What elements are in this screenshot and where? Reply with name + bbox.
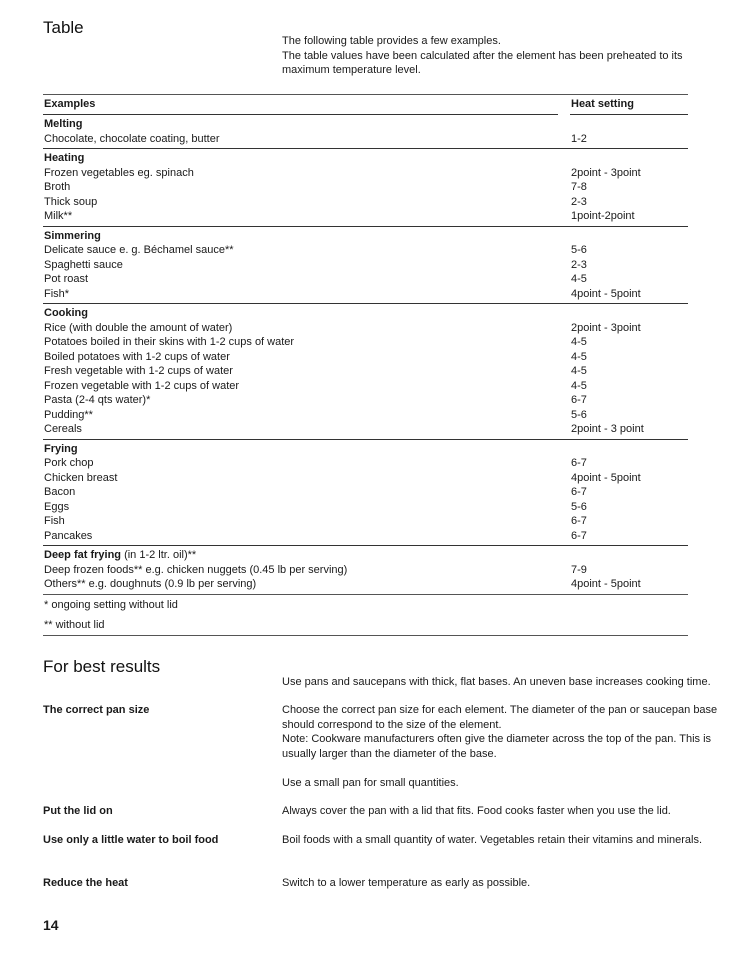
example-cell: Delicate sauce e. g. Béchamel sauce** <box>44 244 234 256</box>
tip-text <box>282 703 722 790</box>
heat-cell: 1point-2point <box>571 210 635 222</box>
example-cell: Fish* <box>44 287 70 300</box>
heat-cell: 7-8 <box>571 181 587 193</box>
example-cell: Boiled potatoes with 1-2 cups of water <box>44 350 230 363</box>
tip-paragraph: Switch to a lower temperature as early as possible. <box>282 877 531 889</box>
table-row <box>43 335 688 350</box>
group-title <box>43 229 688 244</box>
tip-label: Use only a little water to boil food <box>43 834 219 846</box>
group-title <box>43 117 688 132</box>
heat-cell: 6-7 <box>571 486 587 498</box>
table-row <box>43 166 688 181</box>
table-row <box>43 132 688 147</box>
group-title-text: Cooking <box>44 307 88 319</box>
heat-cell: 2-3 <box>571 258 587 271</box>
group-title <box>43 442 688 457</box>
group-title-note: (in 1-2 ltr. oil)** <box>121 549 197 561</box>
table-row <box>43 577 688 592</box>
table-row <box>43 258 688 273</box>
example-cell: Fish <box>44 515 65 527</box>
heat-cell: 2point - 3 point <box>571 423 644 435</box>
table-row <box>43 287 688 302</box>
table-row <box>43 529 688 544</box>
tip-paragraph: Always cover the pan with a lid that fits. Food cooks faster when you use the lid. <box>282 805 671 817</box>
example-cell: Others** e.g. doughnuts (0.9 lb per serving) <box>44 578 257 590</box>
group-title-text: Simmering <box>44 229 101 242</box>
table-row <box>43 180 688 195</box>
table-row <box>43 408 688 423</box>
table-intro <box>282 34 718 78</box>
table-row <box>43 243 688 258</box>
heat-cell: 2point - 3point <box>571 166 641 179</box>
example-cell: Pork chop <box>44 457 94 469</box>
tip-paragraph: Choose the correct pan size for each element. The diameter of the pan or saucepan base should correspond to the size of the element. <box>282 704 718 731</box>
group-title-text: Deep fat frying <box>44 549 122 561</box>
heat-cell: 4-5 <box>571 365 587 377</box>
table-intro-line-1: The following table provides a few examples. <box>282 35 501 47</box>
heat-cell: 6-7 <box>571 457 587 469</box>
footnote-double-asterisk: ** without lid <box>43 615 688 636</box>
tip-paragraph: Boil foods with a small quantity of water. Vegetables retain their vitamins and minerals. <box>282 834 703 846</box>
group-title <box>43 306 688 321</box>
table-group-frying <box>43 440 688 547</box>
example-cell: Bacon <box>44 486 76 498</box>
heat-cell: 6-7 <box>571 515 587 527</box>
example-cell: Milk** <box>44 210 73 222</box>
example-cell: Pancakes <box>44 529 93 542</box>
table-row <box>43 422 688 437</box>
example-cell: Frozen vegetable with 1-2 cups of water <box>44 379 240 392</box>
table-row <box>43 471 688 486</box>
heat-cell: 4-5 <box>571 350 587 363</box>
table-group-simmering <box>43 227 688 305</box>
heat-setting-column-header: Heat setting <box>571 98 634 110</box>
table-intro-line-2: The table values have been calculated after the element has been preheated to its maximum temperature level. <box>282 49 683 76</box>
example-cell: Eggs <box>44 500 70 513</box>
group-title-text: Heating <box>44 152 85 164</box>
heat-cell: 6-7 <box>571 529 587 542</box>
heat-cell: 4-5 <box>571 336 587 348</box>
example-cell: Deep frozen foods** e.g. chicken nuggets (0.45 lb per serving) <box>44 563 348 576</box>
example-cell: Potatoes boiled in their skins with 1-2 cups of water <box>44 336 295 348</box>
group-title <box>43 151 688 166</box>
table-row <box>43 364 688 379</box>
example-cell: Fresh vegetable with 1-2 cups of water <box>44 365 233 377</box>
table-row <box>43 379 688 394</box>
examples-column-header: Examples <box>44 98 96 110</box>
heat-cell: 2point - 3point <box>571 321 641 334</box>
table-row <box>43 485 688 500</box>
tip-label: The correct pan size <box>43 704 150 716</box>
table-row <box>43 514 688 529</box>
heat-cell: 4point - 5point <box>571 287 641 300</box>
heat-cell: 5-6 <box>571 500 587 513</box>
example-cell: Chocolate, chocolate coating, butter <box>44 132 220 145</box>
table-group-melting <box>43 115 688 149</box>
tip-label: Reduce the heat <box>43 877 128 889</box>
best-results-intro: Use pans and saucepans with thick, flat bases. An uneven base increases cooking time. <box>282 676 711 688</box>
example-cell: Broth <box>44 181 71 193</box>
page-number: 14 <box>43 917 59 933</box>
group-title <box>43 548 688 563</box>
tip-text <box>282 876 722 891</box>
table-groups <box>43 115 688 636</box>
tip-text <box>282 804 722 819</box>
table-footnotes <box>43 595 688 636</box>
tip-text <box>282 833 722 848</box>
tip-paragraph: Use a small pan for small quantities. <box>282 776 459 789</box>
heat-cell: 4-5 <box>571 273 587 285</box>
table-row <box>43 350 688 365</box>
table-row <box>43 195 688 210</box>
heat-cell: 2-3 <box>571 195 587 208</box>
tip-label: Put the lid on <box>43 805 113 817</box>
example-cell: Frozen vegetables eg. spinach <box>44 166 194 179</box>
heat-cell: 4point - 5point <box>571 471 641 484</box>
heat-cell: 5-6 <box>571 408 587 421</box>
example-cell: Rice (with double the amount of water) <box>44 321 233 334</box>
table-row <box>43 563 688 578</box>
table-row <box>43 393 688 408</box>
tip-paragraph: Note: Cookware manufacturers often give the diameter across the top of the pan. This is usually larger than the diameter of the base. <box>282 733 712 760</box>
table-group-cooking <box>43 304 688 440</box>
group-title-text: Melting <box>44 118 83 130</box>
heat-cell: 5-6 <box>571 244 587 256</box>
heat-cell: 1-2 <box>571 132 587 145</box>
example-cell: Pasta (2-4 qts water)* <box>44 394 151 406</box>
table-row <box>43 272 688 287</box>
example-cell: Chicken breast <box>44 471 118 484</box>
table-group-deep-fat-frying <box>43 546 688 595</box>
table-section-title: Table <box>43 18 84 37</box>
group-title-text: Frying <box>44 442 78 455</box>
best-results-title: For best results <box>43 657 161 676</box>
heat-cell: 6-7 <box>571 394 587 406</box>
example-cell: Spaghetti sauce <box>44 258 123 271</box>
table-row <box>43 500 688 515</box>
table-row <box>43 321 688 336</box>
heat-cell: 7-9 <box>571 563 587 576</box>
example-cell: Pot roast <box>44 273 89 285</box>
example-cell: Cereals <box>44 423 82 435</box>
footnote-single-asterisk: * ongoing setting without lid <box>44 598 178 611</box>
table-row <box>43 456 688 471</box>
table-header-row <box>43 94 688 114</box>
example-cell: Thick soup <box>44 195 98 208</box>
heat-cell: 4-5 <box>571 379 587 392</box>
table-row <box>43 209 688 224</box>
example-cell: Pudding** <box>44 408 93 421</box>
heat-cell: 4point - 5point <box>571 578 641 590</box>
table-group-heating <box>43 149 688 227</box>
